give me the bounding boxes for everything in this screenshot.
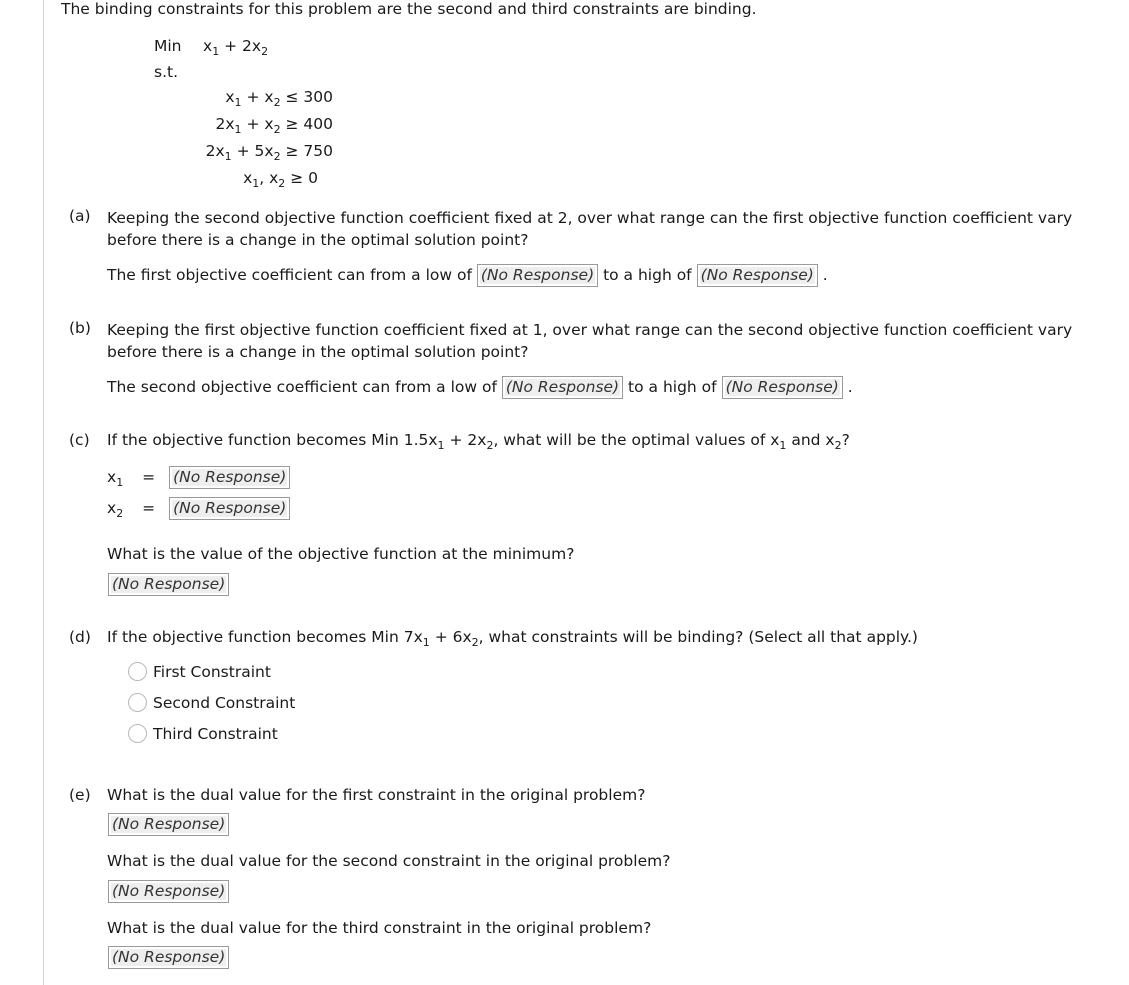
part-b-high-response[interactable]: (No Response) [722,376,843,399]
constraint-3: $2x_1 + 5x_2 \ge 750$ [205,142,333,163]
min-label: Min [154,37,182,55]
x1-label: $x_1$ [107,468,124,489]
constraint-1: $x_1 + x_2 \le 300$ [225,88,333,109]
part-a-label: (a) [69,207,91,225]
objective-value-question: What is the value of the objective function at the minimum? [107,545,575,563]
part-b-low-response[interactable]: (No Response) [502,376,623,399]
dual-1-response[interactable]: (No Response) [108,813,229,836]
part-a-low-response[interactable]: (No Response) [477,264,598,287]
part-c-label: (c) [69,431,90,449]
x2-response[interactable]: (No Response) [169,497,290,520]
option-first-constraint[interactable]: First Constraint [128,662,271,681]
nonnegativity-constraint: $x_1$, $x_2 \ge 0$ [243,169,318,190]
dual-2-response[interactable]: (No Response) [108,880,229,903]
part-a-question: Keeping the second objective function coefficient fixed at 2, over what range can the first objective function coefficient vary before there is a change in the optimal solution point? [107,209,1073,249]
x2-row: $x_2 = (No$ Response) [107,497,290,520]
part-b-question: Keeping the first objective function coefficient fixed at 1, over what range can the second objective function coefficient vary before there is a change in the optimal solution point? [107,321,1073,361]
part-e-label: (e) [69,786,91,804]
st-label: s.t. [154,63,179,81]
constraint-2: $2x_1 + x_2 \ge 400$ [215,115,333,136]
part-a-high-response[interactable]: (No Response) [697,264,818,287]
first-constraint-checkbox[interactable] [128,662,147,681]
part-d-question: If the objective function becomes Min $7x_1 + 6x_2$, what constraints will be binding? (Select all that apply.) [107,628,918,649]
dual-question-2: What is the dual value for the second constraint in the original problem? [107,852,671,870]
part-b-answer: The second objective coefficient can from a low of (No Response) to a high of (No Response) . [107,376,853,399]
part-b-label: (b) [69,319,91,337]
objective-function: $x_1 + 2x_2$ [203,37,269,58]
option-second-constraint[interactable]: Second Constraint [128,693,295,712]
part-d-label: (d) [69,628,91,646]
dual-question-1: What is the dual value for the first constraint in the original problem? [107,786,646,804]
part-a-answer: The first objective coefficient can from a low of (No Response) to a high of (No Response) . [107,264,828,287]
dual-question-3: What is the dual value for the third constraint in the original problem? [107,919,652,937]
intro-text: The binding constraints for this problem are the second and third constraints are binding. [61,0,757,18]
objective-value-response[interactable]: (No Response) [108,573,229,596]
second-constraint-checkbox[interactable] [128,693,147,712]
part-c-question: If the objective function becomes Min $1.5x_1 + 2x_2$, what will be the optimal values of $x_1$ and $x_2$? [107,431,850,452]
third-constraint-checkbox[interactable] [128,724,147,743]
x2-label: $x_2$ [107,499,124,520]
option-third-constraint[interactable]: Third Constraint [128,724,278,743]
x1-response[interactable]: (No Response) [169,466,290,489]
x1-row: $x_1 = (No$ Response) [107,466,290,489]
dual-3-response[interactable]: (No Response) [108,946,229,969]
